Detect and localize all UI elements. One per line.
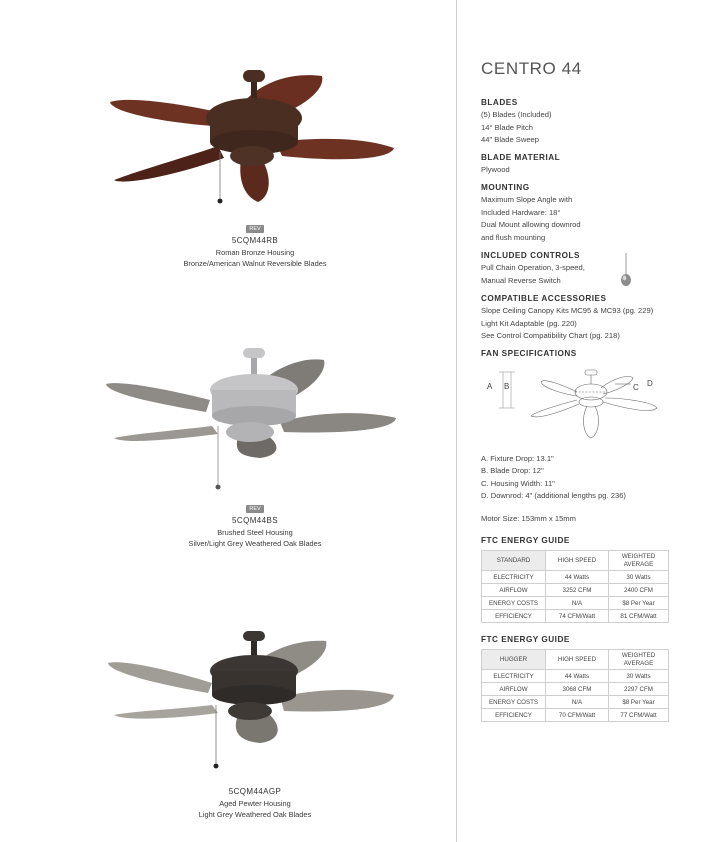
spec-line: 44" Blade Sweep — [481, 135, 540, 144]
fan-image-brushed-steel — [100, 342, 410, 497]
model-number: 5CQM44RB — [231, 236, 279, 245]
product-title: CENTRO 44 — [481, 59, 582, 78]
table-cell: $8 Per Year — [609, 597, 669, 610]
spec-line: Plywood — [481, 165, 510, 174]
table-cell: 3252 CFM — [546, 584, 609, 597]
table-cell: 3068 CFM — [546, 683, 609, 696]
section-heading: INCLUDED CONTROLS — [481, 251, 581, 260]
table-row — [482, 610, 669, 623]
dimension-blade-drop: B. Blade Drop: 12" — [481, 466, 544, 476]
column-divider — [456, 0, 457, 842]
table-cell: 77 CFM/Watt — [609, 709, 669, 722]
spec-section-mounting — [481, 183, 701, 244]
reversible-badge: REV — [246, 225, 263, 233]
fan-dimension-diagram — [481, 366, 671, 442]
reversible-badge: REV — [246, 505, 263, 513]
table-row — [482, 709, 669, 722]
spec-section-compatible-accessories — [481, 294, 701, 343]
spec-line: Pull Chain Operation, 3-speed, — [481, 263, 585, 272]
row-label: EFFICIENCY — [482, 709, 546, 722]
housing-finish: Brushed Steel Housing — [217, 527, 293, 537]
product-caption-2 — [130, 502, 380, 550]
row-label: EFFICIENCY — [482, 610, 546, 623]
table-row — [482, 683, 669, 696]
ftc-energy-guide-standard — [481, 536, 669, 623]
model-number: 5CQM44AGP — [228, 787, 282, 796]
row-label: ENERGY COSTS — [482, 597, 546, 610]
ceiling-fan-illustration — [100, 342, 410, 497]
row-label: AIRFLOW — [482, 584, 546, 597]
fan-image-aged-pewter — [100, 625, 410, 775]
row-label: ELECTRICITY — [482, 571, 546, 584]
column-header: STANDARD — [482, 551, 546, 571]
table-cell: 30 Watts — [609, 571, 669, 584]
dimension-housing-width: C. Housing Width: 11" — [481, 478, 555, 488]
ceiling-fan-illustration — [100, 62, 410, 212]
spec-line: (5) Blades (Included) — [481, 110, 552, 119]
fan-image-roman-bronze — [100, 62, 410, 212]
product-caption-1 — [130, 222, 380, 270]
table-row — [482, 571, 669, 584]
spec-line: Light Kit Adaptable (pg. 220) — [481, 318, 577, 328]
table-cell: 70 CFM/Watt — [546, 709, 609, 722]
diagram-label-c: C — [633, 383, 639, 392]
table-cell: $8 Per Year — [609, 696, 669, 709]
row-label: ENERGY COSTS — [482, 696, 546, 709]
blade-finish: Bronze/American Walnut Reversible Blades — [183, 259, 327, 268]
spec-line: Slope Ceiling Canopy Kits MC95 & MC93 (pg. 229) — [481, 306, 654, 315]
section-heading: BLADES — [481, 98, 518, 107]
spec-line: Maximum Slope Angle with — [481, 195, 573, 204]
table-header-row — [482, 551, 669, 571]
spec-section-blade-material — [481, 153, 701, 177]
table-cell: N/A — [546, 696, 609, 709]
table-row — [482, 696, 669, 709]
table-cell: 2400 CFM — [609, 584, 669, 597]
row-label: AIRFLOW — [482, 683, 546, 696]
table-row — [482, 670, 669, 683]
spec-section-fan-specifications — [481, 349, 701, 360]
spec-line: Included Hardware: 18° — [481, 207, 561, 217]
section-heading: MOUNTING — [481, 183, 530, 192]
product-caption-3 — [130, 786, 380, 821]
table-heading: FTC ENERGY GUIDE — [481, 536, 570, 545]
table-cell: 44 Watts — [546, 571, 609, 584]
dimension-downrod: D. Downrod: 4" (additional lengths pg. 236) — [481, 490, 626, 500]
column-header: WEIGHTED AVERAGE — [609, 650, 669, 670]
spec-line: Manual Reverse Switch — [481, 275, 561, 285]
table-cell: N/A — [546, 597, 609, 610]
column-header: HUGGER — [482, 650, 546, 670]
section-heading: COMPATIBLE ACCESSORIES — [481, 294, 607, 303]
table-row — [482, 597, 669, 610]
model-number: 5CQM44BS — [232, 516, 278, 525]
dimension-fixture-drop: A. Fixture Drop: 13.1" — [481, 454, 554, 463]
column-header: HIGH SPEED — [546, 551, 609, 571]
ftc-energy-guide-hugger — [481, 635, 669, 722]
diagram-label-d: D — [647, 379, 653, 388]
row-label: ELECTRICITY — [482, 670, 546, 683]
table-cell: 30 Watts — [609, 670, 669, 683]
spec-section-included-controls — [481, 251, 701, 287]
spec-line: See Control Compatibility Chart (pg. 218) — [481, 331, 620, 340]
section-heading: BLADE MATERIAL — [481, 153, 561, 162]
pull-chain-icon — [618, 253, 634, 287]
motor-size: Motor Size: 153mm x 15mm — [481, 514, 576, 523]
blade-finish: Silver/Light Grey Weathered Oak Blades — [188, 539, 322, 548]
spec-line: 14° Blade Pitch — [481, 122, 534, 132]
table-cell: 74 CFM/Watt — [546, 610, 609, 623]
housing-finish: Aged Pewter Housing — [219, 798, 291, 808]
table-heading: FTC ENERGY GUIDE — [481, 635, 570, 644]
table-row — [482, 584, 669, 597]
spec-line: Dual Mount allowing downrod — [481, 220, 581, 229]
diagram-label-a: A — [487, 382, 493, 391]
energy-table — [481, 550, 669, 623]
column-header: WEIGHTED AVERAGE — [609, 551, 669, 571]
blade-finish: Light Grey Weathered Oak Blades — [198, 810, 312, 819]
section-heading: FAN SPECIFICATIONS — [481, 349, 577, 358]
table-cell: 44 Watts — [546, 670, 609, 683]
table-cell: 81 CFM/Watt — [609, 610, 669, 623]
diagram-label-b: B — [504, 382, 510, 391]
energy-table — [481, 649, 669, 722]
table-cell: 2297 CFM — [609, 683, 669, 696]
fan-dimensions-list — [481, 453, 701, 502]
ceiling-fan-illustration — [100, 625, 410, 775]
spec-section-blades — [481, 98, 701, 147]
spec-line: and flush mounting — [481, 232, 546, 242]
housing-finish: Roman Bronze Housing — [215, 247, 295, 257]
column-header: HIGH SPEED — [546, 650, 609, 670]
table-header-row — [482, 650, 669, 670]
